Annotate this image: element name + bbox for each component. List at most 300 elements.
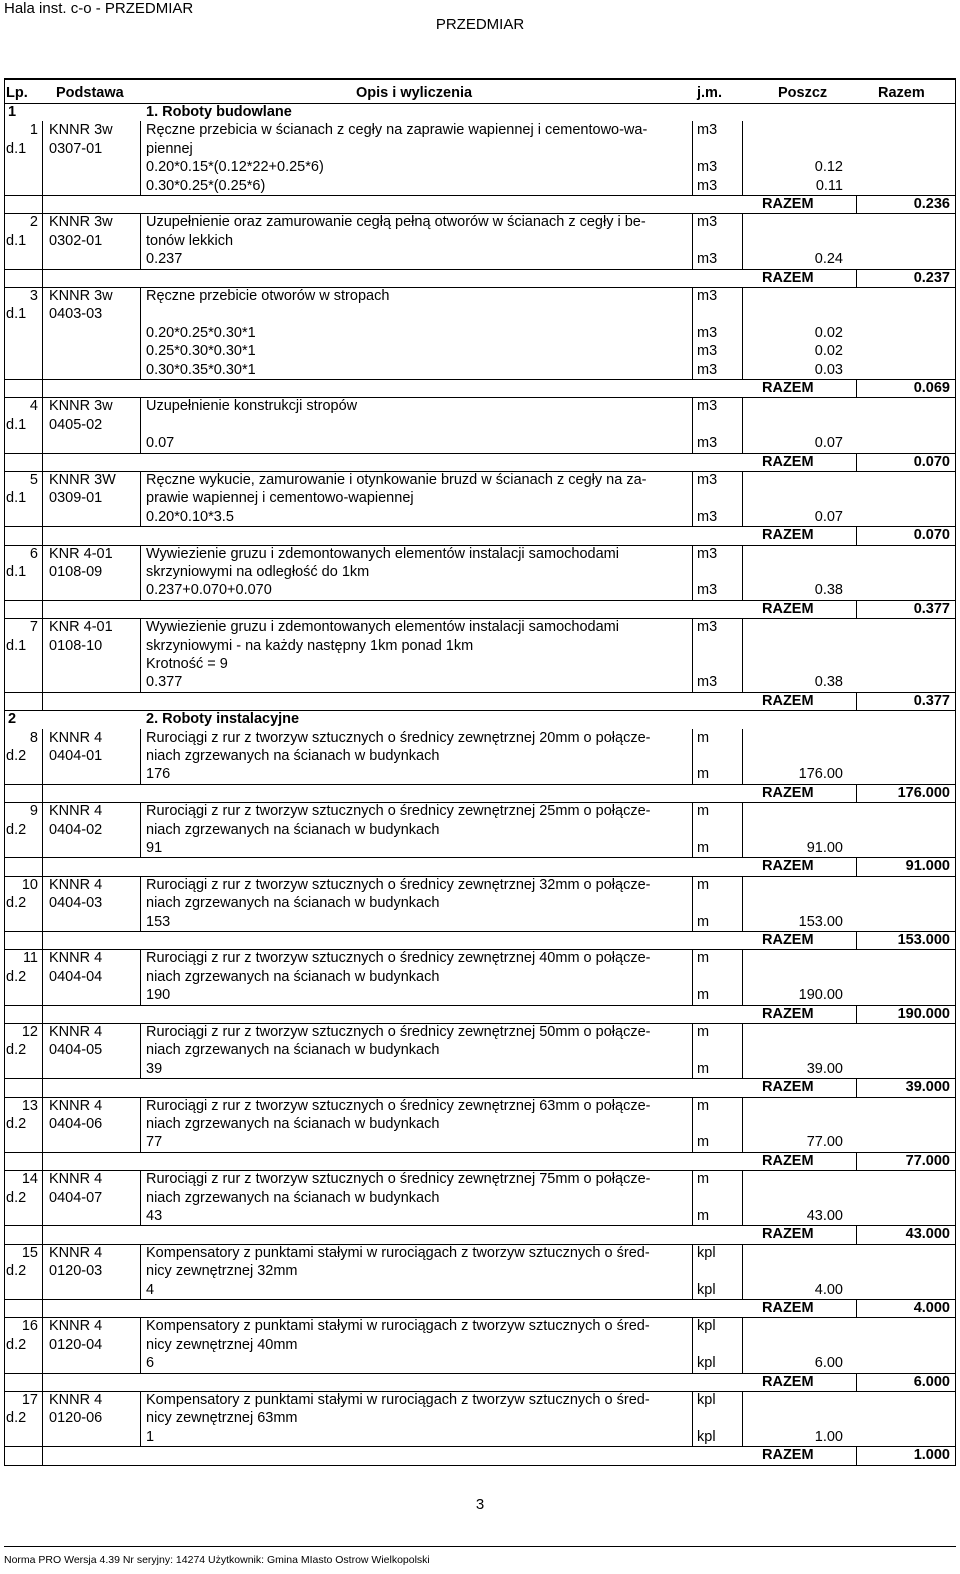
item-code: 0120-03 <box>49 1263 103 1280</box>
item-description-line: prawie wapiennej i cementowo-wapiennej <box>146 490 414 507</box>
calc-value: 0.12 <box>814 159 843 176</box>
calc-expression: 4 <box>146 1281 155 1298</box>
header-lp: Lp. <box>6 85 28 101</box>
item-base: KNNR 4 <box>49 729 103 746</box>
razem-column-divider <box>856 1078 857 1096</box>
item-code: 0404-03 <box>49 895 103 912</box>
base-column-divider <box>140 471 141 526</box>
calc-value: 77.00 <box>806 1134 843 1151</box>
item-unit: m <box>697 803 710 820</box>
razem-total: 176.000 <box>897 784 950 801</box>
lp-column-divider <box>42 1244 43 1318</box>
base-column-divider <box>140 876 141 931</box>
item-description-line: niach zgrzewanych na ścianach w budynkach <box>146 1189 440 1206</box>
calc-unit: m3 <box>697 508 718 525</box>
item-description-line: Rurociągi z rur z tworzyw sztucznych o średnicy zewnętrznej 25mm o połącze- <box>146 803 651 820</box>
item-unit: kpl <box>697 1318 716 1335</box>
item-description-line: niach zgrzewanych na ścianach w budynkach <box>146 1116 440 1132</box>
razem-total: 153.000 <box>897 932 950 948</box>
item-code: 0404-06 <box>49 1116 103 1132</box>
calc-unit: m <box>697 987 710 1004</box>
lp-column-divider <box>42 1391 43 1465</box>
lp-column-divider <box>42 121 43 213</box>
item-unit: m3 <box>697 122 718 139</box>
item-unit: m3 <box>697 214 718 231</box>
item-unit: m <box>697 1171 710 1188</box>
item-description-line: nicy zewnętrznej 32mm <box>146 1263 298 1280</box>
item-lp: 4 <box>29 398 38 415</box>
item-base: KNNR 3w <box>49 398 113 415</box>
razem-total: 91.000 <box>905 858 950 875</box>
item-chapter: d.1 <box>6 490 27 507</box>
base-column-divider <box>140 1317 141 1372</box>
item-description-line: Uzupełnienie oraz zamurowanie cegłą pełną otworów w ścianach z cegły i be- <box>146 214 646 231</box>
base-column-divider <box>140 213 141 268</box>
calc-unit: kpl <box>697 1428 716 1445</box>
item-description-line: Rurociągi z rur z tworzyw sztucznych o średnicy zewnętrznej 40mm o połącze- <box>146 950 651 967</box>
item-lp: 16 <box>21 1318 38 1335</box>
unit-column-divider <box>742 1097 743 1152</box>
razem-total: 1.000 <box>913 1447 950 1464</box>
description-column-divider <box>692 471 693 526</box>
unit-column-divider <box>742 876 743 931</box>
base-column-divider <box>140 397 141 452</box>
item-code: 0108-10 <box>49 637 103 654</box>
razem-column-divider <box>856 600 857 618</box>
item-description-line: Ręczne wykucie, zamurowanie i otynkowanie bruzd w ścianach z cegły na za- <box>146 472 647 488</box>
lp-column-divider <box>42 729 43 803</box>
section-number: 1 <box>8 104 17 120</box>
item-description-line: Kompensatory z punktami stałymi w rurociągach z tworzyw sztucznych o śred- <box>146 1244 650 1261</box>
item-description-line: Kompensatory z punktami stałymi w rurociągach z tworzyw sztucznych o śred- <box>146 1392 650 1408</box>
item-code: 0307-01 <box>49 140 103 157</box>
header-jm: j.m. <box>697 85 722 101</box>
calc-value: 153.00 <box>798 913 843 930</box>
base-column-divider <box>140 121 141 195</box>
razem-label: RAZEM <box>762 932 814 948</box>
unit-column-divider <box>742 1391 743 1446</box>
item-chapter: d.1 <box>6 232 27 249</box>
razem-column-divider <box>856 1225 857 1243</box>
item-code: 0309-01 <box>49 490 103 507</box>
item-chapter: d.2 <box>6 1042 27 1059</box>
item-lp: 7 <box>29 619 38 636</box>
calc-unit: m <box>697 1060 710 1077</box>
item-chapter: d.1 <box>6 416 27 433</box>
lp-column-divider <box>42 802 43 876</box>
page-title: PRZEDMIAR <box>435 16 525 33</box>
calc-value: 190.00 <box>798 987 843 1004</box>
description-column-divider <box>692 949 693 1004</box>
item-base: KNNR 4 <box>49 1097 103 1114</box>
description-column-divider <box>692 876 693 931</box>
base-column-divider <box>140 802 141 857</box>
item-code: 0120-04 <box>49 1336 103 1353</box>
calc-value: 43.00 <box>806 1208 843 1224</box>
item-lp: 3 <box>29 288 38 304</box>
item-lp: 11 <box>22 950 38 967</box>
item-description-line: Rurociągi z rur z tworzyw sztucznych o średnicy zewnętrznej 20mm o połącze- <box>146 729 651 746</box>
item-description-line: skrzyniowymi - na każdy następny 1km ponad 1km <box>146 637 474 654</box>
item-lp: 5 <box>29 472 38 488</box>
item-lp: 8 <box>29 729 38 746</box>
item-chapter: d.2 <box>6 1263 27 1280</box>
calc-value: 0.07 <box>814 435 843 452</box>
item-chapter: d.1 <box>6 306 27 323</box>
razem-label: RAZEM <box>762 692 814 709</box>
unit-column-divider <box>742 1317 743 1372</box>
razem-column-divider <box>856 379 857 397</box>
calc-value: 0.03 <box>814 361 843 378</box>
item-chapter: d.2 <box>6 748 27 764</box>
razem-total: 0.236 <box>913 196 950 212</box>
calc-value: 4.00 <box>814 1281 843 1298</box>
lp-column-divider <box>42 949 43 1023</box>
item-base: KNNR 3w <box>49 288 113 304</box>
razem-column-divider <box>856 1373 857 1391</box>
description-column-divider <box>692 802 693 857</box>
calc-value: 0.11 <box>815 177 843 194</box>
unit-column-divider <box>742 1244 743 1299</box>
lp-column-divider <box>42 287 43 397</box>
razem-column-divider <box>856 1446 857 1464</box>
item-lp: 12 <box>21 1024 38 1040</box>
item-base: KNNR 4 <box>49 1244 103 1261</box>
item-description-line: Rurociągi z rur z tworzyw sztucznych o średnicy zewnętrznej 63mm o połącze- <box>146 1097 651 1114</box>
item-unit: m3 <box>697 472 718 488</box>
razem-total: 4.000 <box>913 1300 950 1316</box>
item-lp: 14 <box>21 1171 38 1188</box>
item-unit: m3 <box>697 545 718 562</box>
calc-value: 0.02 <box>814 324 843 341</box>
item-description-line: niach zgrzewanych na ścianach w budynkach <box>146 821 440 838</box>
item-description-line: skrzyniowymi na odległość do 1km <box>146 564 370 580</box>
base-column-divider <box>140 1023 141 1078</box>
razem-label: RAZEM <box>762 1373 814 1390</box>
calc-value: 6.00 <box>814 1355 843 1372</box>
item-unit: m <box>697 950 710 967</box>
razem-column-divider <box>856 1299 857 1317</box>
description-column-divider <box>692 397 693 452</box>
item-chapter: d.2 <box>6 1410 27 1427</box>
lp-column-divider <box>42 471 43 545</box>
item-base: KNNR 4 <box>49 1318 103 1335</box>
razem-label: RAZEM <box>762 1079 814 1096</box>
item-code: 0302-01 <box>49 232 103 249</box>
calc-expression: 43 <box>146 1208 163 1224</box>
item-chapter: d.1 <box>6 637 27 654</box>
item-unit: m <box>697 876 710 893</box>
unit-column-divider <box>742 1170 743 1225</box>
calc-value: 0.38 <box>814 674 843 691</box>
item-unit: m3 <box>697 398 718 415</box>
lp-column-divider <box>42 397 43 471</box>
item-description-line: Rurociągi z rur z tworzyw sztucznych o średnicy zewnętrznej 32mm o połącze- <box>146 876 651 893</box>
calc-value: 176.00 <box>798 766 843 783</box>
razem-column-divider <box>856 784 857 802</box>
calc-unit: m3 <box>697 674 718 691</box>
calc-unit: kpl <box>697 1355 716 1372</box>
item-chapter: d.1 <box>6 564 27 580</box>
calc-value: 39.00 <box>806 1060 843 1077</box>
item-description-line: Uzupełnienie konstrukcji stropów <box>146 398 358 415</box>
item-base: KNNR 3w <box>49 214 113 231</box>
table-right-border <box>955 78 956 1465</box>
item-base: KNNR 3W <box>49 472 116 488</box>
razem-label: RAZEM <box>762 1226 814 1243</box>
table-top-border <box>4 78 956 80</box>
description-column-divider <box>692 213 693 268</box>
razem-label: RAZEM <box>762 269 814 286</box>
item-unit: m <box>697 1097 710 1114</box>
lp-column-divider <box>42 1097 43 1171</box>
item-description-line: nicy zewnętrznej 63mm <box>146 1410 298 1427</box>
section-title: 1. Roboty budowlane <box>146 104 292 120</box>
item-description-line: Rurociągi z rur z tworzyw sztucznych o średnicy zewnętrznej 50mm o połącze- <box>146 1024 651 1040</box>
calc-unit: m3 <box>697 582 718 599</box>
item-description-line: Ręczne przebicie otworów w stropach <box>146 288 390 304</box>
unit-column-divider <box>742 802 743 857</box>
item-base: KNR 4-01 <box>49 545 113 562</box>
item-base: KNNR 4 <box>49 950 103 967</box>
item-lp: 2 <box>29 214 38 231</box>
description-column-divider <box>692 618 693 692</box>
description-column-divider <box>692 1023 693 1078</box>
item-unit: m3 <box>697 288 718 304</box>
item-chapter: d.2 <box>6 1336 27 1353</box>
calc-expression: 0.20*0.15*(0.12*22+0.25*6) <box>146 159 324 176</box>
calc-expression: 0.237+0.070+0.070 <box>146 582 272 599</box>
calc-expression: 0.237 <box>146 251 183 268</box>
calc-expression: 153 <box>146 913 171 930</box>
lp-column-divider <box>42 876 43 950</box>
item-description-line: Wywiezienie gruzu i zdemontowanych elementów instalacji samochodami <box>146 545 619 562</box>
unit-column-divider <box>742 729 743 784</box>
base-column-divider <box>140 618 141 692</box>
description-column-divider <box>692 1391 693 1446</box>
header-opis: Opis i wyliczenia <box>356 85 473 101</box>
item-lp: 13 <box>21 1097 38 1114</box>
item-description-line: niach zgrzewanych na ścianach w budynkach <box>146 1042 440 1059</box>
calc-value: 91.00 <box>806 840 843 856</box>
razem-total: 0.237 <box>913 269 950 286</box>
item-description-line: Wywiezienie gruzu i zdemontowanych elementów instalacji samochodami <box>146 619 619 636</box>
base-column-divider <box>140 949 141 1004</box>
item-base: KNNR 4 <box>49 1392 103 1408</box>
razem-total: 43.000 <box>905 1226 950 1243</box>
item-base: KNNR 4 <box>49 1024 103 1040</box>
unit-column-divider <box>742 397 743 452</box>
razem-column-divider <box>856 526 857 544</box>
razem-column-divider <box>856 1152 857 1170</box>
calc-unit: kpl <box>697 1281 716 1298</box>
item-chapter: d.2 <box>6 821 27 838</box>
calc-unit: m3 <box>697 177 718 194</box>
item-description-line: Krotność = 9 <box>146 656 228 672</box>
item-description-line: niach zgrzewanych na ścianach w budynkach <box>146 895 440 912</box>
calc-expression: 0.25*0.30*0.30*1 <box>146 343 256 360</box>
base-column-divider <box>140 545 141 600</box>
razem-column-divider <box>856 1005 857 1023</box>
item-lp: 15 <box>21 1244 38 1261</box>
calc-expression: 0.30*0.25*(0.25*6) <box>146 177 266 194</box>
base-column-divider <box>140 1391 141 1446</box>
page-number: 3 <box>475 1496 485 1513</box>
lp-column-divider <box>42 1317 43 1391</box>
section-number: 2 <box>8 711 17 728</box>
section-title: 2. Roboty instalacyjne <box>146 711 300 728</box>
footer-rule <box>4 1546 956 1547</box>
item-description-line: Ręczne przebicia w ścianach z cegły na zaprawie wapiennej i cementowo-wa- <box>146 122 648 139</box>
razem-label: RAZEM <box>762 527 814 544</box>
item-description-line: niach zgrzewanych na ścianach w budynkach <box>146 748 440 764</box>
item-divider <box>4 1465 956 1466</box>
header-poszcz: Poszcz <box>778 85 828 101</box>
item-lp: 6 <box>29 545 38 562</box>
calc-expression: 0.377 <box>146 674 183 691</box>
item-chapter: d.2 <box>6 1116 27 1132</box>
description-column-divider <box>692 545 693 600</box>
razem-total: 6.000 <box>913 1373 950 1390</box>
item-unit: m <box>697 1024 710 1040</box>
razem-total: 0.377 <box>913 600 950 617</box>
razem-total: 0.377 <box>913 692 950 709</box>
base-column-divider <box>140 287 141 379</box>
item-chapter: d.1 <box>6 140 27 157</box>
razem-label: RAZEM <box>762 600 814 617</box>
razem-label: RAZEM <box>762 1300 814 1316</box>
unit-column-divider <box>742 618 743 692</box>
item-lp: 1 <box>29 122 38 139</box>
item-chapter: d.2 <box>6 1189 27 1206</box>
razem-total: 77.000 <box>905 1152 950 1169</box>
calc-expression: 77 <box>146 1134 163 1151</box>
description-column-divider <box>692 1317 693 1372</box>
calc-expression: 0.07 <box>146 435 175 452</box>
calc-expression: 176 <box>146 766 171 783</box>
calc-expression: 6 <box>146 1355 155 1372</box>
item-code: 0108-09 <box>49 564 103 580</box>
calc-expression: 0.20*0.25*0.30*1 <box>146 324 256 341</box>
item-code: 0403-03 <box>49 306 103 323</box>
calc-expression: 91 <box>146 840 163 856</box>
document-header-left: Hala inst. c-o - PRZEDMIAR <box>4 0 194 17</box>
lp-column-divider <box>42 1170 43 1244</box>
item-code: 0405-02 <box>49 416 103 433</box>
razem-label: RAZEM <box>762 858 814 875</box>
calc-value: 0.02 <box>814 343 843 360</box>
calc-expression: 39 <box>146 1060 163 1077</box>
razem-label: RAZEM <box>762 1447 814 1464</box>
table-left-border <box>4 78 5 1465</box>
lp-column-divider <box>42 618 43 710</box>
unit-column-divider <box>742 1023 743 1078</box>
calc-value: 1.00 <box>814 1428 843 1445</box>
base-column-divider <box>140 729 141 784</box>
calc-unit: m3 <box>697 343 718 360</box>
footer-text: Norma PRO Wersja 4.39 Nr seryjny: 14274 Użytkownik: Gmina MIasto Ostrow Wielkopolski <box>4 1554 430 1566</box>
razem-total: 0.069 <box>913 380 950 396</box>
razem-column-divider <box>856 931 857 949</box>
calc-unit: m <box>697 766 710 783</box>
header-podstawa: Podstawa <box>56 85 124 101</box>
calc-value: 0.24 <box>814 251 843 268</box>
razem-total: 39.000 <box>905 1079 950 1096</box>
unit-column-divider <box>742 213 743 268</box>
item-code: 0404-02 <box>49 821 103 838</box>
razem-column-divider <box>856 453 857 471</box>
item-base: KNR 4-01 <box>49 619 113 636</box>
razem-column-divider <box>856 269 857 287</box>
calc-unit: m <box>697 913 710 930</box>
calc-expression: 1 <box>146 1428 155 1445</box>
unit-column-divider <box>742 287 743 379</box>
razem-total: 0.070 <box>913 453 950 470</box>
item-base: KNNR 4 <box>49 803 103 820</box>
unit-column-divider <box>742 121 743 195</box>
calc-unit: m <box>697 1134 710 1151</box>
header-razem: Razem <box>878 85 925 101</box>
item-lp: 9 <box>29 803 38 820</box>
item-description-line: nicy zewnętrznej 40mm <box>146 1336 298 1353</box>
item-code: 0404-01 <box>49 748 103 764</box>
item-chapter: d.2 <box>6 968 27 985</box>
razem-column-divider <box>856 195 857 213</box>
item-description-line: piennej <box>146 140 193 157</box>
razem-column-divider <box>856 857 857 875</box>
base-column-divider <box>140 1170 141 1225</box>
item-unit: m3 <box>697 619 718 636</box>
razem-label: RAZEM <box>762 1152 814 1169</box>
item-description-line: niach zgrzewanych na ścianach w budynkach <box>146 968 440 985</box>
razem-label: RAZEM <box>762 1005 814 1022</box>
description-column-divider <box>692 121 693 195</box>
lp-column-divider <box>42 213 43 287</box>
razem-total: 0.070 <box>913 527 950 544</box>
calc-unit: m3 <box>697 159 718 176</box>
calc-value: 0.07 <box>814 508 843 525</box>
razem-label: RAZEM <box>762 453 814 470</box>
item-description-line: tonów lekkich <box>146 232 234 249</box>
item-unit: kpl <box>697 1392 716 1408</box>
calc-unit: m3 <box>697 324 718 341</box>
description-column-divider <box>692 1244 693 1299</box>
item-code: 0404-07 <box>49 1189 103 1206</box>
item-lp: 10 <box>21 876 38 893</box>
razem-column-divider <box>856 692 857 710</box>
item-base: KNNR 3w <box>49 122 113 139</box>
calc-unit: m <box>697 1208 710 1224</box>
unit-column-divider <box>742 949 743 1004</box>
calc-value: 0.38 <box>814 582 843 599</box>
item-lp: 17 <box>21 1392 38 1408</box>
calc-unit: m <box>697 840 710 856</box>
calc-expression: 0.20*0.10*3.5 <box>146 508 234 525</box>
item-code: 0404-04 <box>49 968 103 985</box>
unit-column-divider <box>742 545 743 600</box>
unit-column-divider <box>742 471 743 526</box>
item-unit: kpl <box>697 1244 716 1261</box>
razem-label: RAZEM <box>762 784 814 801</box>
item-chapter: d.2 <box>6 895 27 912</box>
item-unit: m <box>697 729 710 746</box>
lp-column-divider <box>42 545 43 619</box>
item-code: 0120-06 <box>49 1410 103 1427</box>
item-base: KNNR 4 <box>49 876 103 893</box>
razem-total: 190.000 <box>897 1005 950 1022</box>
lp-column-divider <box>42 1023 43 1097</box>
calc-expression: 0.30*0.35*0.30*1 <box>146 361 256 378</box>
